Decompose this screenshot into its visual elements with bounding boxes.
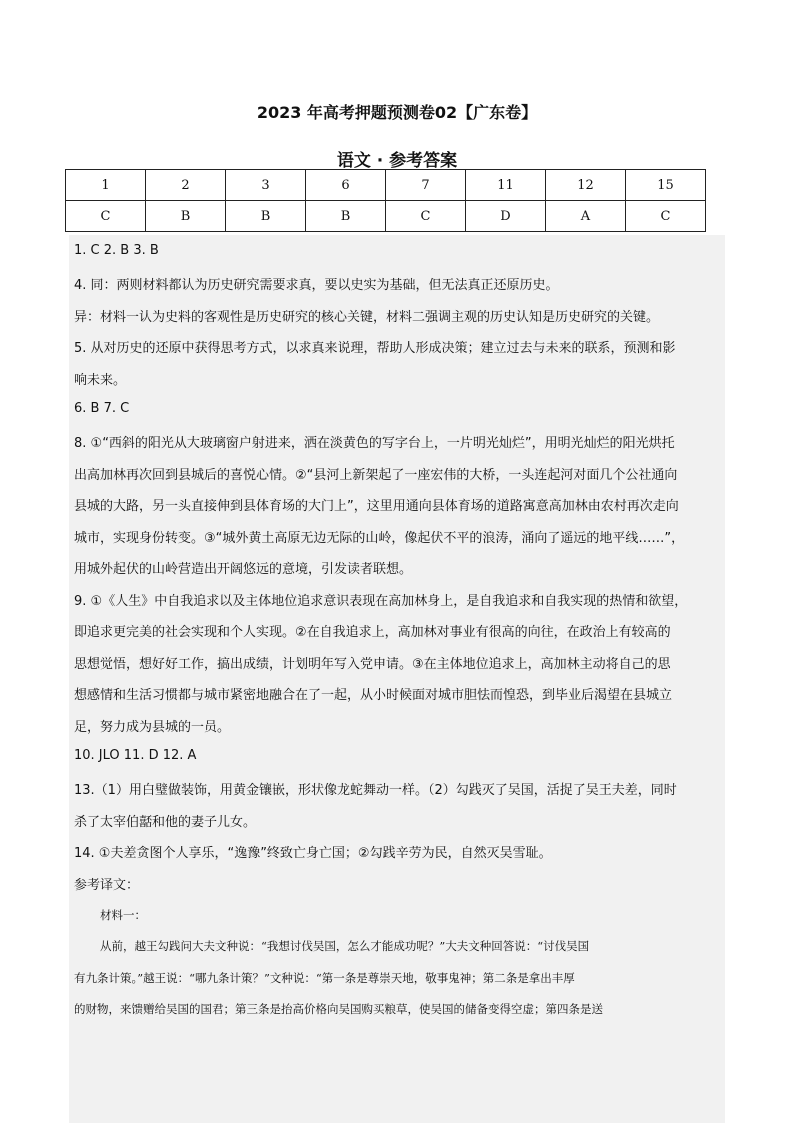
- answer-line: 响未来。: [74, 373, 127, 388]
- answer-line: 用城外起伏的山岭营造出开阔悠远的意境，引发读者联想。: [74, 562, 413, 577]
- answer-cell: B: [226, 201, 306, 232]
- answer-line: 5. 从对历史的还原中获得思考方式，以求真来说理，帮助人形成决策；建立过去与未来的联系，预测和影: [74, 341, 676, 356]
- question-number-cell: 11: [466, 170, 546, 201]
- answer-line: 思想觉悟，想好好工作，搞出成绩，计划明年写入党申请。③在主体地位追求上，高加林主动将自己的思: [74, 657, 671, 672]
- document-subtitle: 语文 · 参考答案: [336, 151, 458, 171]
- translation-line: 有九条计策。”越王说：“哪九条计策？”文种说：“第一条是尊崇天地，敬事鬼神；第二条是拿出丰厚: [74, 971, 575, 985]
- answer-cell: C: [66, 201, 146, 232]
- answer-line: 出高加林再次回到县城后的喜悦心情。②“县河上新架起了一座宏伟的大桥，一头连起河对面几个公社通向: [74, 468, 678, 483]
- answer-cell: A: [546, 201, 626, 232]
- answer-table-answer-row: [66, 201, 706, 232]
- answer-line: 14. ①夫差贪图个人享乐，“逸豫”终致亡身亡国；②勾践辛劳为民，自然灭吴雪耻。: [74, 846, 552, 861]
- answer-line: 县城的大路，另一头直接伸到县体育场的大门上”，这里用通向县体育场的道路寓意高加林由农村再次走向: [74, 499, 679, 514]
- question-number-cell: 7: [386, 170, 466, 201]
- answer-cell: B: [306, 201, 386, 232]
- answer-cell: D: [466, 201, 546, 232]
- translation-line: 的财物，来馈赠给吴国的国君；第三条是抬高价格向吴国购买粮草，使吴国的储备变得空虚；第四条是送: [74, 1002, 603, 1016]
- answer-table-header-row: [66, 170, 706, 201]
- question-number-cell: 1: [66, 170, 146, 201]
- answer-cell: C: [626, 201, 706, 232]
- question-number-cell: 3: [226, 170, 306, 201]
- answer-line: 9. ①《人生》中自我追求以及主体地位追求意识表现在高加林身上，是自我追求和自我实现的热情和欲望，: [74, 594, 688, 609]
- answer-line: 1. C 2. B 3. B: [74, 243, 159, 258]
- answer-line: 足，努力成为县城的一员。: [74, 720, 231, 735]
- answer-line: 6. B 7. C: [74, 401, 130, 416]
- answer-line: 想感情和生活习惯都与城市紧密地融合在了一起，从小时候面对城市胆怯而惶恐，到毕业后渴望在县城立: [74, 688, 673, 703]
- answer-line: 4. 同：两则材料都认为历史研究需要求真，要以史实为基础，但无法真正还原历史。: [74, 278, 559, 293]
- answer-line: 8. ①“西斜的阳光从大玻璃窗户射进来，洒在淡黄色的写字台上，一片明光灿烂”，用明光灿烂的阳光烘托: [74, 436, 675, 451]
- answer-line: 参考译文：: [74, 878, 140, 893]
- answer-content: [69, 235, 725, 1123]
- translation-line: 从前，越王勾践问大夫文种说：“我想讨伐吴国，怎么才能成功呢？”大夫文种回答说：“讨伐吴国: [100, 939, 590, 953]
- question-number-cell: 12: [546, 170, 626, 201]
- answer-line: 10. JLO 11. D 12. A: [74, 748, 197, 763]
- question-number-cell: 2: [146, 170, 226, 201]
- answer-line: 城市，实现身份转变。③“城外黄土高原无边无际的山岭，像起伏不平的浪涛，涌向了遥远的地平线……”，: [74, 531, 685, 546]
- document-title: 2023 年高考押题预测卷02【广东卷】: [256, 103, 538, 122]
- answer-cell: B: [146, 201, 226, 232]
- answer-line: 13.（1）用白璧做装饰，用黄金镶嵌，形状像龙蛇舞动一样。（2）勾践灭了吴国，活捉了吴王夫差，同时: [74, 783, 677, 798]
- answer-line: 即追求更完美的社会实现和个人实现。②在自我追求上，高加林对事业有很高的向往，在政治上有较高的: [74, 625, 671, 640]
- answer-cell: C: [386, 201, 466, 232]
- answer-table: [65, 169, 706, 232]
- answer-line: 异：材料一认为史料的客观性是历史研究的核心关键，材料二强调主观的历史认知是历史研究的关键。: [74, 310, 660, 325]
- answer-line: 杀了太宰伯嚭和他的妻子儿女。: [74, 815, 257, 830]
- question-number-cell: 15: [626, 170, 706, 201]
- question-number-cell: 6: [306, 170, 386, 201]
- translation-heading: 材料一：: [100, 908, 146, 922]
